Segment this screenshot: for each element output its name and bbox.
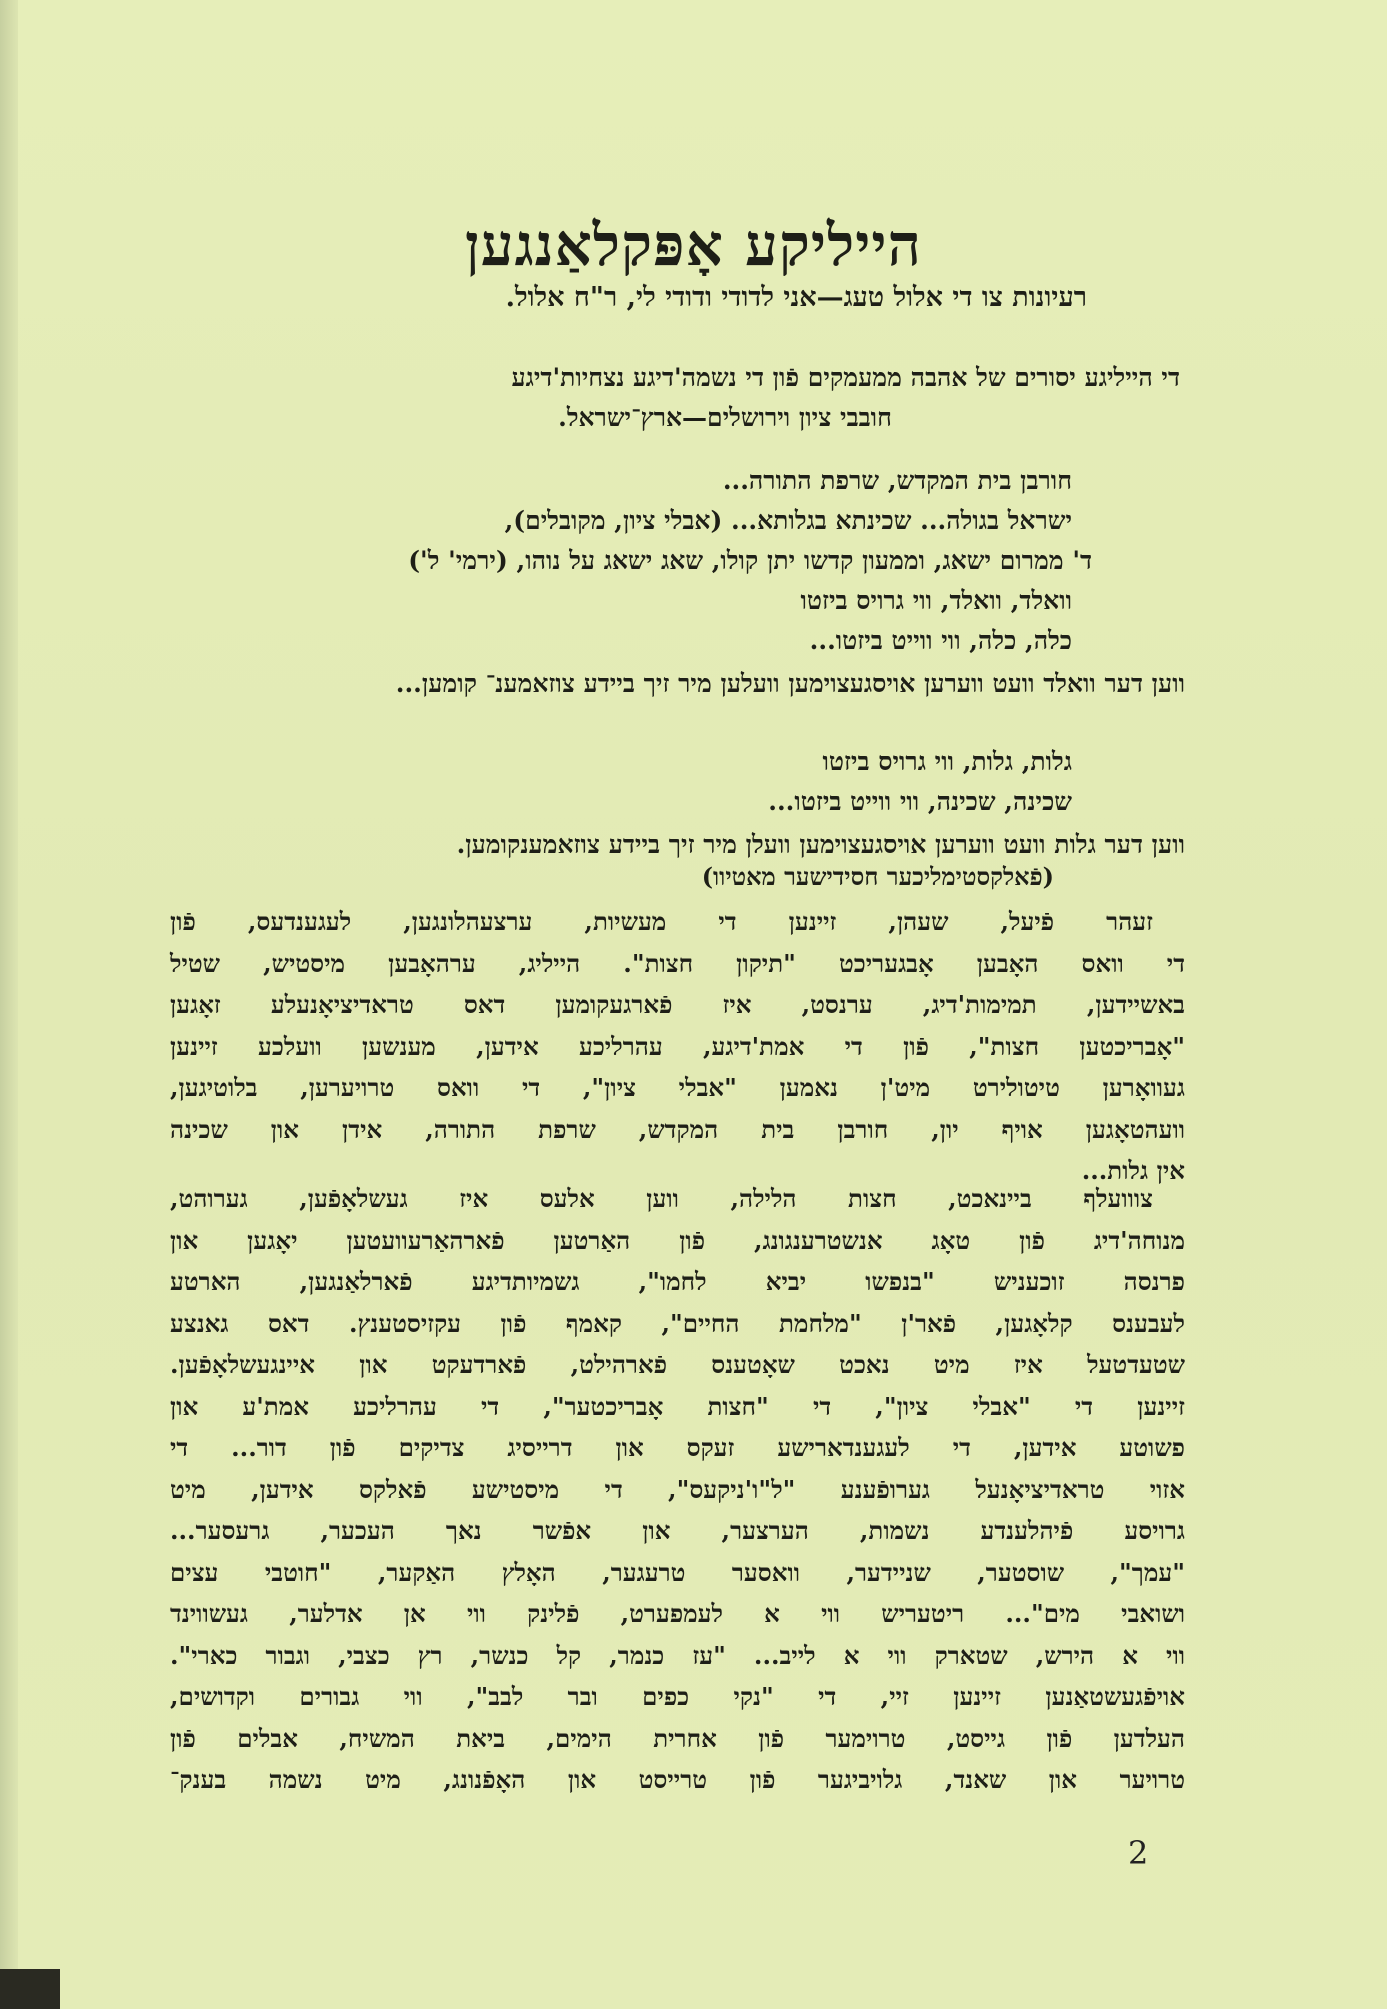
paragraph-line: באשיידען, תמימות'דיג, ערנסט, איז פֿארגעקומען דאס טראדיציאָנעלע זאָגען xyxy=(170,990,1185,1019)
paragraph-line: זיינען די "אבלי ציון", די "חצות אָבריכטער", די עהרליכע אמת'ע און xyxy=(170,1391,1185,1421)
refrain-line: ווען דער וואלד וועט ווערען אויסגעצוימען וועלען מיר זיך ביידע צוזאמענ־ קומען... xyxy=(395,669,1185,698)
page-corner-shadow xyxy=(0,1969,60,2009)
paragraph-line: מנוחה'דיג פֿון טאָג אנשטרענגונג, פֿון האַרטען פֿארהאַרעוועטען יאָגען און xyxy=(170,1225,1185,1255)
poem-line: גלות, גלות, ווי גרויס ביזטו xyxy=(822,747,1072,776)
paragraph-line: "אָבריכטען חצות", פֿון די אמת'דיגע, עהרליכע אידען, מענשען וועלכע זיינען xyxy=(170,1031,1185,1061)
paragraph-line: אין גלות... xyxy=(1081,1156,1185,1185)
paragraph-2 xyxy=(170,1178,1185,1801)
paragraph-line: וועהטאָגען אויף יון, חורבן בית המקדש, שרפת התורה, אידן און שכינה xyxy=(170,1114,1185,1144)
poem-line: ד' ממרום ישאג, וממעון קדשו יתן קולו, שאג ישאג על נוהו, (ירמי' ל') xyxy=(408,546,1092,575)
poem-block-2 xyxy=(272,742,1072,822)
paragraph-line: צווועלף ביינאכט, חצות הלילה, ווען אלעס איז געשלאָפֿען, גערוהט, xyxy=(170,1184,1153,1213)
poem-block-1 xyxy=(172,461,1092,661)
subtitle: רעיונות צו די אלול טעג—אני לדודי ודודי לי, ר"ח אלול. xyxy=(505,282,1087,313)
refrain-line-galut: ווען דער גלות וועט ווערען אויסגעצוימען וועלן מיר זיך ביידע צוזאמענקומען. xyxy=(456,830,1185,859)
paragraph-1 xyxy=(170,901,1185,1192)
paragraph-line: פשוטע אידען, די לעגענדארישע זעקס און דרייסיג צדיקים פֿון דור... די xyxy=(170,1433,1185,1462)
poem-line: כלה, כלה, ווי ווייט ביזטו... xyxy=(809,626,1072,655)
paragraph-line: גרויסע פֿיהלענדע נשמות, הערצער, און אפֿשר נאך העכער, גרעסער... xyxy=(170,1516,1185,1545)
paragraph-line: פרנסה זוכעניש "בנפשו יביא לחמו", גשמיותדיגע פֿארלאַנגען, הארטע xyxy=(170,1267,1185,1296)
poem-line: חורבן בית המקדש, שרפת התורה... xyxy=(722,466,1072,495)
paragraph-line: ושואבי מים"... ריטעריש ווי א לעמפערט, פֿלינק ווי אן אדלער, געשווינד xyxy=(170,1599,1185,1628)
paragraph-line: "עמך", שוסטער, שניידער, וואסער טרעגער, האָלץ האַקער, "חוטבי עצים xyxy=(170,1557,1185,1587)
attribution: (פֿאלקסטימליכער חסידישער מאטיוו) xyxy=(701,862,1054,891)
paragraph-line: ווי א הירש, שטארק ווי א לייב... "עז כנמר, קל כנשר, רץ כצבי, וגבור כארי". xyxy=(170,1640,1185,1670)
page-left-edge xyxy=(0,0,18,2009)
intro-block xyxy=(210,358,1180,438)
poem-line: וואלד, וואלד, ווי גרויס ביזטו xyxy=(800,586,1072,615)
intro-line: די הייליגע יסורים של אהבה ממעמקים פֿון די נשמה'דיגע נצחיות'דיגע xyxy=(511,363,1180,392)
intro-line: חובבי ציון וירושלים—ארץ־ישראל. xyxy=(558,403,892,432)
paragraph-line: אויפֿגעשטאַנען זיינען זיי, די "נקי כפים ובר לבב", ווי גבורים וקדושים, xyxy=(170,1682,1185,1711)
paragraph-line: אזוי טראדיציאָנעל גערופֿענע "ל"ו'ניקעס", די מיסטישע פֿאלקס אידען, מיט xyxy=(170,1474,1185,1504)
paragraph-line: העלדען פֿון גייסט, טרוימער פֿון אחרית הימים, ביאת המשיח, אבלים פֿון xyxy=(170,1723,1185,1753)
paragraph-line: זעהר פֿיעל, שעהן, זיינען די מעשיות, ערצעהלונגען, לעגענדעס, פֿון xyxy=(170,907,1153,936)
paragraph-line: לעבענס קלאָגען, פֿאר'ן "מלחמת החיים", קאמף פֿון עקזיסטענץ. דאס גאנצע xyxy=(170,1308,1185,1338)
poem-line: ישראל בגולה... שכינתא בגלותא... (אבלי ציון, מקובלים), xyxy=(504,506,1072,535)
page-number: 2 xyxy=(1128,1834,1149,1872)
poem-line: שכינה, שכינה, ווי ווייט ביזטו... xyxy=(768,787,1072,816)
page-title: הייליקע אָפּקלאַנגען xyxy=(465,210,922,279)
paragraph-line: שטעדטעל איז מיט נאכט שאָטענס פֿארהילט, פֿארדעקט און איינגעשלאָפֿען. xyxy=(170,1350,1185,1379)
paragraph-line: געוואָרען טיטולירט מיט'ן נאמען "אבלי ציון", די וואס טרויערען, בלוטיגען, xyxy=(170,1073,1185,1102)
paragraph-line: טרויער און שאנד, גלויביגער פֿון טרייסט און האָפֿנונג, מיט נשמה בענק־ xyxy=(170,1765,1185,1794)
paragraph-line: די וואס האָבען אָבגעריכט "תיקון חצות". הייליג, ערהאָבען מיסטיש, שטיל xyxy=(170,948,1185,978)
